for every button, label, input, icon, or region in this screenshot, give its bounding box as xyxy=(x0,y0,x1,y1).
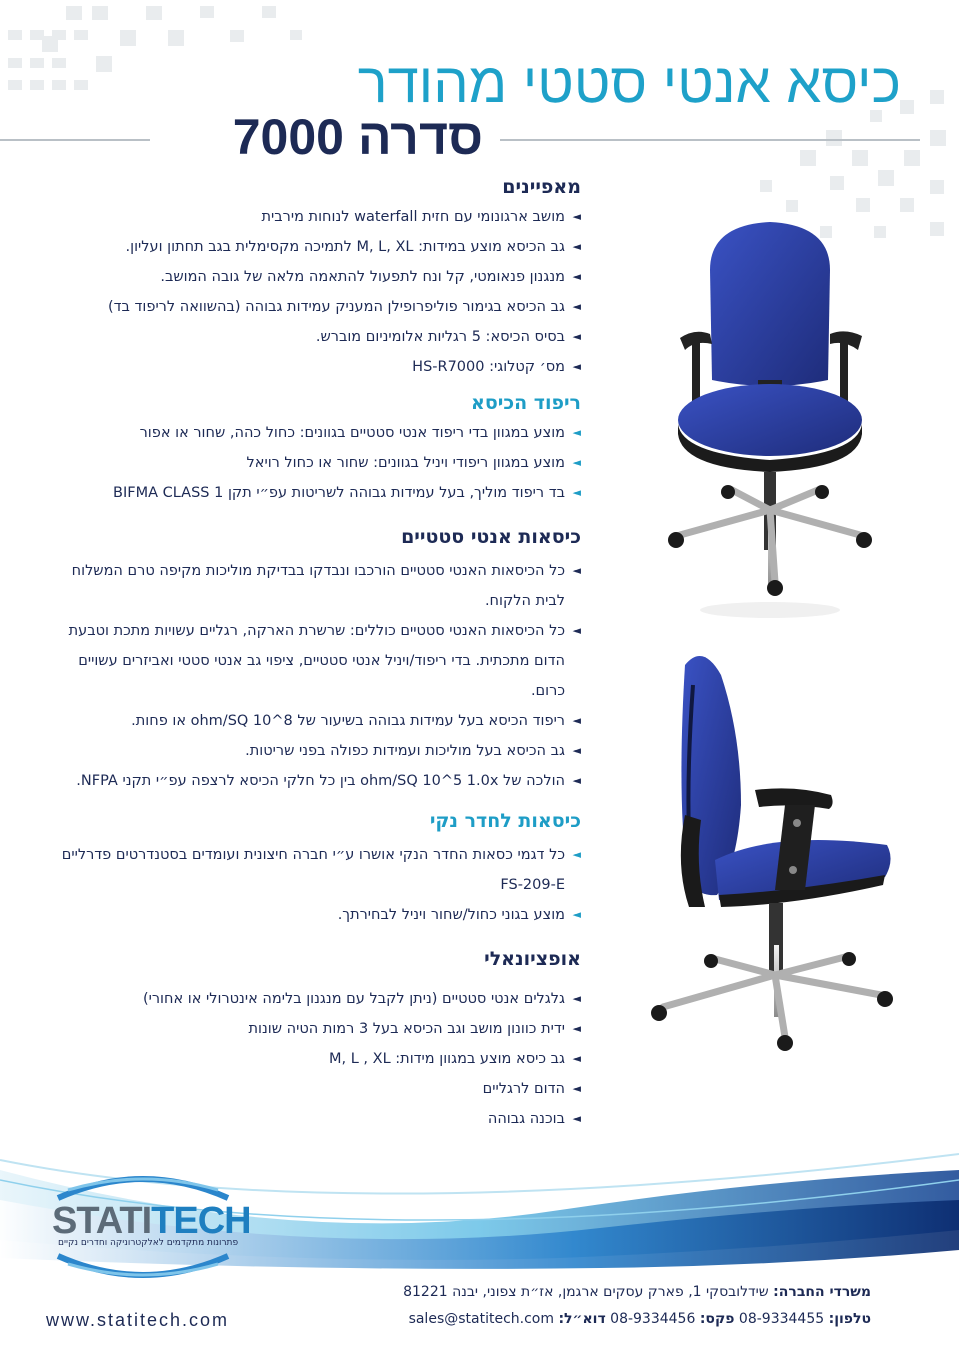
list-item: ◄ מוצע במגוון ריפודי ויניל בגוונים: שחור או כחול רויאל xyxy=(246,455,581,471)
list-item: ◄ גב הכיסא מוצע במידות: M, L, XL לתמיכה מקסימלית בגב תחתון ועליון. xyxy=(125,239,581,255)
list-item: ◄ גב הכיסא בגימור פוליפרופילן המעניק עמידות גבוהה (בהשוואה לריפוד בד) xyxy=(107,299,581,315)
website-link[interactable]: www.statitech.com xyxy=(46,1310,230,1330)
logo-wordmark: STATITECH xyxy=(52,1200,251,1242)
section-cleanroom xyxy=(61,810,581,930)
upholstery-list xyxy=(61,418,581,508)
chair-front-image xyxy=(640,210,900,630)
section-features xyxy=(61,176,581,382)
logo-tagline: פתרונות מתקדמים לאלקטרוניקה וחדרים נקיים xyxy=(58,1238,239,1248)
section-heading-features: מאפיינים xyxy=(502,176,581,198)
list-item: ◄ גב כיסא מוצע במגוון מידות: M, L , XL xyxy=(329,1051,581,1067)
page-subtitle: סדרה 7000 xyxy=(232,109,483,165)
cleanroom-list xyxy=(61,840,581,930)
list-item: ◄ כל דגמי כסאות החדר הנקי אושרו ע״י חברה חיצונית ועומדים בסטנדרטים פדרליים FS-209-E xyxy=(61,847,581,893)
title-divider-right xyxy=(500,139,920,141)
contact-details: טלפון: 08-9334455 פקס: 08-9334456 דוא״ל: sales@statitech.com xyxy=(408,1311,871,1327)
features-list xyxy=(61,202,581,382)
list-item: ◄ בוכנה גבוהה xyxy=(487,1111,581,1127)
list-item: ◄ גב הכיסא בעל מוליכות ועמידות כפולה בפני שריטות. xyxy=(245,743,581,759)
list-item: ◄ בסיס הכיסא: 5 רגליות אלומיניום מוברש. xyxy=(315,329,581,345)
section-heading-upholstery: ריפוד הכיסא xyxy=(471,392,581,414)
list-item: ◄ הדום לרגליים xyxy=(482,1081,581,1097)
antistatic-list xyxy=(61,556,581,796)
section-heading-cleanroom: כיסאות לחדר נקי xyxy=(429,810,581,832)
optional-list xyxy=(61,984,581,1134)
list-item: ◄ מנגנון פנאומטי, קל ונח לתפעול להתאמה מלאה של גובה המושב. xyxy=(160,269,581,285)
list-item: ◄ כל הכיסאות האנטי סטטיים הורכבו ונבדקו בבדיקת מוליכות מקיפה טרם המשלוח לבית הלקוח. xyxy=(71,563,581,609)
list-item: ◄ מוצע במגוון בדי ריפוד אנטי סטטיים בגוונים: כחול כהה, שחור או אפור xyxy=(139,425,581,441)
list-item: ◄ ריפוד הכיסא בעל עמידות גבוהה בשיעור של ohm/SQ 10^8 או פחות. xyxy=(131,713,581,729)
section-optional xyxy=(61,948,581,1134)
spec-content xyxy=(61,176,581,1134)
list-item: ◄ מוצע בגוני כחול/שחור ויניל לבחירתך. xyxy=(337,907,581,923)
email-link[interactable]: sales@statitech.com xyxy=(408,1311,554,1327)
list-item: ◄ מושב ארגונומי עם חזית waterfall לנוחות מירבית xyxy=(261,209,581,225)
list-item: ◄ גלגלים אנטי סטטיים (ניתן לקבל עם מנגנון בלימה אינטרולי או אחורי) xyxy=(142,991,581,1007)
section-upholstery xyxy=(61,392,581,508)
list-item: ◄ ידית כוונון מושב וגב הכיסא בעל 3 רמות הטיה שונות xyxy=(248,1021,581,1037)
section-heading-optional: אופציונאלי xyxy=(484,948,581,970)
list-item: ◄ מס׳ קטלוגי: HS-R7000 xyxy=(412,359,581,375)
section-antistatic xyxy=(61,526,581,796)
section-heading-antistatic: כיסאות אנטי סטטיים xyxy=(401,526,581,548)
chair-side-image xyxy=(645,645,905,1065)
fax-number: 08-9334456 xyxy=(610,1311,696,1327)
list-item: ◄ כל הכיסאות האנטי סטטיים כוללים: שרשרת הארקה, רגליים עשויות מתכת וטבעת הדום מתכתית. בדי ריפוד/ויניל אנטי סטטיים, ציפוי גב אנטי סטטי ואביזרים עשויים כרום. xyxy=(68,623,581,699)
page-title: כיסא אנטי סטטי מהודר xyxy=(357,51,901,114)
company-address: משרדי החברה: שידלובסקי 1, פארק עסקים ארגמן, אז״ת צפוני, יבנה 81221 xyxy=(403,1284,871,1300)
phone-number[interactable]: 08-9334455 xyxy=(738,1311,825,1327)
list-item: ◄ בד ריפוד מוליך, בעל עמידות גבוהה לשריטות עפ״י תקן BIFMA CLASS 1 xyxy=(113,485,581,501)
title-divider-left xyxy=(0,139,150,141)
list-item: ◄ הולכה של ohm/SQ 10^5 1.0x בין כל חלקי הכיסא לרצפה עפ״י תקני NFPA. xyxy=(76,773,581,789)
